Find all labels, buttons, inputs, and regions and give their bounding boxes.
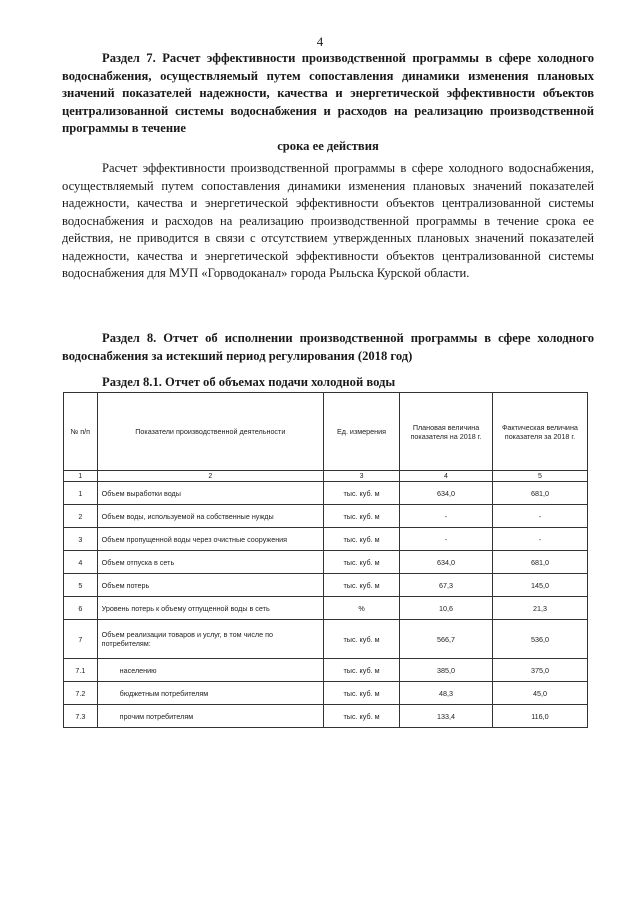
cell-fact: - — [492, 528, 587, 551]
cell-name: Уровень потерь к объему отпущенной воды в сеть — [97, 597, 323, 620]
cell-num: 1 — [64, 482, 98, 505]
cell-plan: 67,3 — [400, 574, 493, 597]
cell-fact: 375,0 — [492, 659, 587, 682]
cell-num: 7.1 — [64, 659, 98, 682]
cell-fact: 116,0 — [492, 705, 587, 728]
cell-plan: 10,6 — [400, 597, 493, 620]
section-7-title-end: срока ее действия — [277, 139, 379, 153]
table-row — [64, 705, 588, 728]
cell-num: 7.2 — [64, 682, 98, 705]
table-row — [64, 528, 588, 551]
cell-unit: тыс. куб. м — [323, 505, 399, 528]
section-7-title: Раздел 7. Расчет эффективности производственной программы в сфере холодного водоснабжения, осуществляемый путем сопоставления динамики изменения плановых значений показателей надежности, качества и энергетической эффективности объектов централизованной системы водоснабжения и расходов на реализацию производственной программы в течение — [62, 51, 594, 135]
cell-fact: 681,0 — [492, 551, 587, 574]
column-index-row — [64, 471, 588, 482]
table-row — [64, 482, 588, 505]
water-supply-table — [63, 392, 588, 728]
cell-plan: - — [400, 528, 493, 551]
column-index: 4 — [400, 471, 493, 482]
cell-name: Объем выработки воды — [97, 482, 323, 505]
column-index: 3 — [323, 471, 399, 482]
column-index: 2 — [97, 471, 323, 482]
header-plan: Плановая величина показателя на 2018 г. — [400, 393, 493, 471]
column-index: 5 — [492, 471, 587, 482]
column-index: 1 — [64, 471, 98, 482]
section-8-1-title: Раздел 8.1. Отчет об объемах подачи холодной воды — [102, 375, 396, 389]
cell-unit: тыс. куб. м — [323, 551, 399, 574]
cell-unit: тыс. куб. м — [323, 528, 399, 551]
cell-unit: тыс. куб. м — [323, 659, 399, 682]
cell-name: Объем отпуска в сеть — [97, 551, 323, 574]
table-header-row — [64, 393, 588, 471]
table-row — [64, 574, 588, 597]
cell-num: 3 — [64, 528, 98, 551]
cell-fact: 145,0 — [492, 574, 587, 597]
cell-name: прочим потребителям — [97, 705, 323, 728]
table-row — [64, 682, 588, 705]
cell-plan: 566,7 — [400, 620, 493, 659]
cell-plan: 133,4 — [400, 705, 493, 728]
cell-plan: 634,0 — [400, 551, 493, 574]
cell-name: Объем потерь — [97, 574, 323, 597]
cell-name: Объем воды, используемой на собственные нужды — [97, 505, 323, 528]
header-num: № п/п — [64, 393, 98, 471]
cell-plan: - — [400, 505, 493, 528]
header-unit: Ед. измерения — [323, 393, 399, 471]
table-row — [64, 505, 588, 528]
cell-name: бюджетным потребителям — [97, 682, 323, 705]
cell-plan: 385,0 — [400, 659, 493, 682]
cell-plan: 634,0 — [400, 482, 493, 505]
cell-fact: 21,3 — [492, 597, 587, 620]
cell-num: 6 — [64, 597, 98, 620]
cell-unit: тыс. куб. м — [323, 482, 399, 505]
table-row — [64, 551, 588, 574]
table-row — [64, 597, 588, 620]
cell-num: 4 — [64, 551, 98, 574]
cell-plan: 48,3 — [400, 682, 493, 705]
cell-unit: тыс. куб. м — [323, 682, 399, 705]
cell-fact: - — [492, 505, 587, 528]
cell-fact: 45,0 — [492, 682, 587, 705]
cell-unit: тыс. куб. м — [323, 620, 399, 659]
table-row — [64, 620, 588, 659]
cell-num: 2 — [64, 505, 98, 528]
cell-name: Объем пропущенной воды через очистные сооружения — [97, 528, 323, 551]
cell-fact: 681,0 — [492, 482, 587, 505]
cell-unit: % — [323, 597, 399, 620]
cell-unit: тыс. куб. м — [323, 705, 399, 728]
table-row — [64, 659, 588, 682]
cell-num: 7 — [64, 620, 98, 659]
page-number: 4 — [316, 34, 324, 49]
cell-fact: 536,0 — [492, 620, 587, 659]
cell-unit: тыс. куб. м — [323, 574, 399, 597]
section-8-title: Раздел 8. Отчет об исполнении производственной программы в сфере холодного водоснабжения за истекший период регулирования (2018 год) — [62, 331, 594, 363]
section-7-paragraph: Расчет эффективности производственной программы в сфере холодного водоснабжения, осуществляемый путем сопоставления динамики изменения плановых значений показателей надежности, качества и энергетической эффективности объектов централизованной системы водоснабжения и расходов на реализацию производственной программы в течение срока ее действия, не приводится в связи с отсутствием утвержденных плановых значений показателей надежности, качества и энергетической эффективности объектов централизованной системы водоснабжения для МУП «Горводоканал» города Рыльска Курской области. — [62, 161, 594, 280]
header-fact: Фактическая величина показателя за 2018 г. — [492, 393, 587, 471]
cell-num: 7.3 — [64, 705, 98, 728]
header-name: Показатели производственной деятельности — [97, 393, 323, 471]
cell-name: населению — [97, 659, 323, 682]
cell-name: Объем реализации товаров и услуг, в том числе по потребителям: — [97, 620, 323, 659]
cell-num: 5 — [64, 574, 98, 597]
